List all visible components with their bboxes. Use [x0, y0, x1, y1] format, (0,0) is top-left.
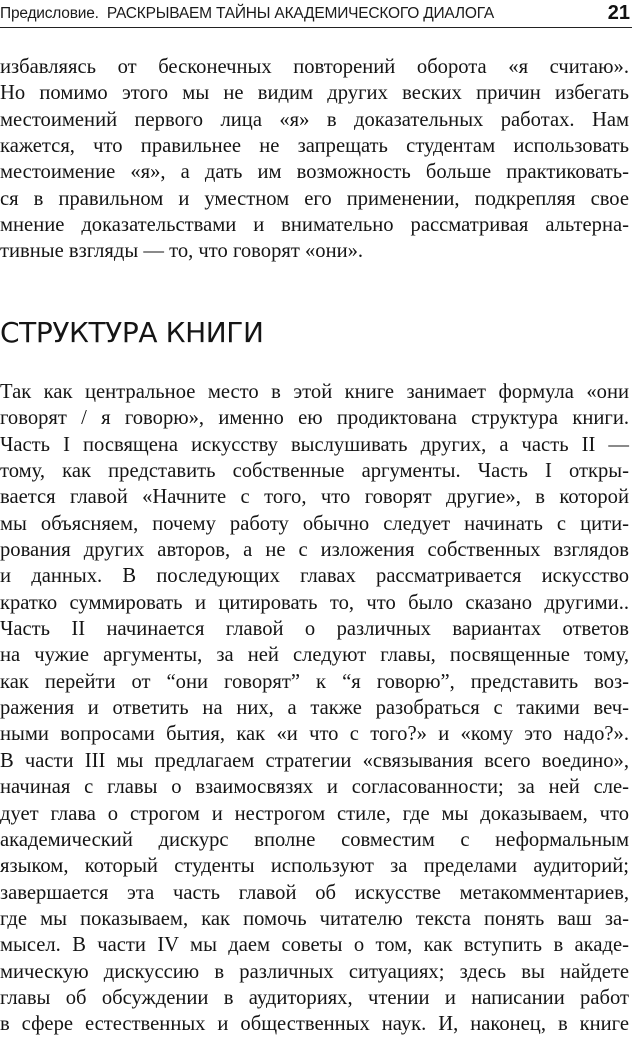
text-line: ражения и ответить на них, а также разобраться с такими веч-: [0, 697, 629, 720]
paragraph-book-structure: [0, 379, 632, 1038]
text-line: и данных. В последующих главах рассматривается искусство: [0, 565, 629, 588]
text-line: мнение доказательствами и внимательно рассматривая альтерна-: [0, 214, 629, 237]
text-line: в сфере естественных и общественных наук. И, наконец, в книге: [0, 1013, 629, 1036]
text-line: тивные взгляды — то, что говорят «они».: [0, 240, 364, 263]
text-line: начиная с главы о взаимосвязях и согласованности; за ней сле-: [0, 776, 629, 799]
text-line: где мы показываем, как помочь читателю текста понять ваш за-: [0, 907, 629, 930]
text-line: главы об обсуждении в аудиториях, чтении и написании работ: [0, 986, 629, 1009]
text-line: тому, как представить собственные аргументы. Часть I откры-: [0, 460, 629, 483]
text-line: дует глава о строгом и нестрогом стиле, где мы доказываем, что: [0, 802, 629, 825]
text-line: как перейти от “они говорят” к “я говорю”, представить воз-: [0, 670, 629, 693]
text-line: Часть I посвящена искусству выслушивать других, а часть II —: [0, 433, 629, 456]
paragraph-intro-continuation: [0, 54, 632, 265]
text-line: языком, который студенты используют за пределами аудиторий;: [0, 855, 629, 878]
text-line: ся в правильном и уместном его применении, подкрепляя свое: [0, 187, 629, 210]
running-header: [0, 2, 632, 28]
text-line: говорят / я говорю», именно ею продиктована структура книги.: [0, 407, 629, 430]
header-chapter-title: РАСКРЫВАЕМ ТАЙНЫ АКАДЕМИЧЕСКОГО ДИАЛОГА: [106, 5, 495, 22]
text-line: мысел. В части IV мы даем советы о том, как вступить в акаде-: [0, 934, 629, 957]
text-line: кажется, что правильнее не запрещать студентам использовать: [0, 135, 629, 158]
text-line: академический дискурс вполне совместим с неформальным: [0, 828, 629, 851]
text-line: местоимение «я», а дать им возможность больше практиковать-: [0, 161, 629, 184]
running-header-title: [0, 5, 494, 23]
text-line: ными вопросами бытия, как «и что с того?» и «кому это надо?».: [0, 723, 629, 746]
page-number: 21: [607, 2, 630, 24]
text-line: завершается эта часть главой об искусстве метакомментариев,: [0, 881, 629, 904]
text-line: на чужие аргументы, за ней следуют главы, посвященные тому,: [0, 644, 629, 667]
text-line: рования других авторов, а не с изложения собственных взглядов: [0, 539, 629, 562]
header-divider: [0, 27, 632, 28]
text-line: Часть II начинается главой о различных вариантах ответов: [0, 618, 629, 641]
text-line: мы объясняем, почему работу обычно следует начинать с цити-: [0, 512, 629, 535]
section-heading: СТРУКТУРА КНИГИ: [0, 316, 264, 349]
text-line: вается главой «Начните с того, что говорят другие», в которой: [0, 486, 629, 509]
text-line: В части III мы предлагаем стратегии «связывания всего воедино»,: [0, 749, 629, 772]
text-line: местоимений первого лица «я» в доказательных работах. Нам: [0, 108, 629, 131]
text-line: избавляясь от бесконечных повторений оборота «я считаю».: [0, 56, 629, 78]
text-line: кратко суммировать и цитировать то, что было сказано другими..: [0, 591, 629, 614]
text-line: мическую дискуссию в различных ситуациях; здесь вы найдете: [0, 960, 629, 983]
text-line: Так как центральное место в этой книге занимает формула «они: [0, 381, 629, 403]
header-section-label: Предисловие.: [0, 5, 99, 22]
text-line: Но помимо этого мы не видим других веских причин избегать: [0, 82, 629, 105]
